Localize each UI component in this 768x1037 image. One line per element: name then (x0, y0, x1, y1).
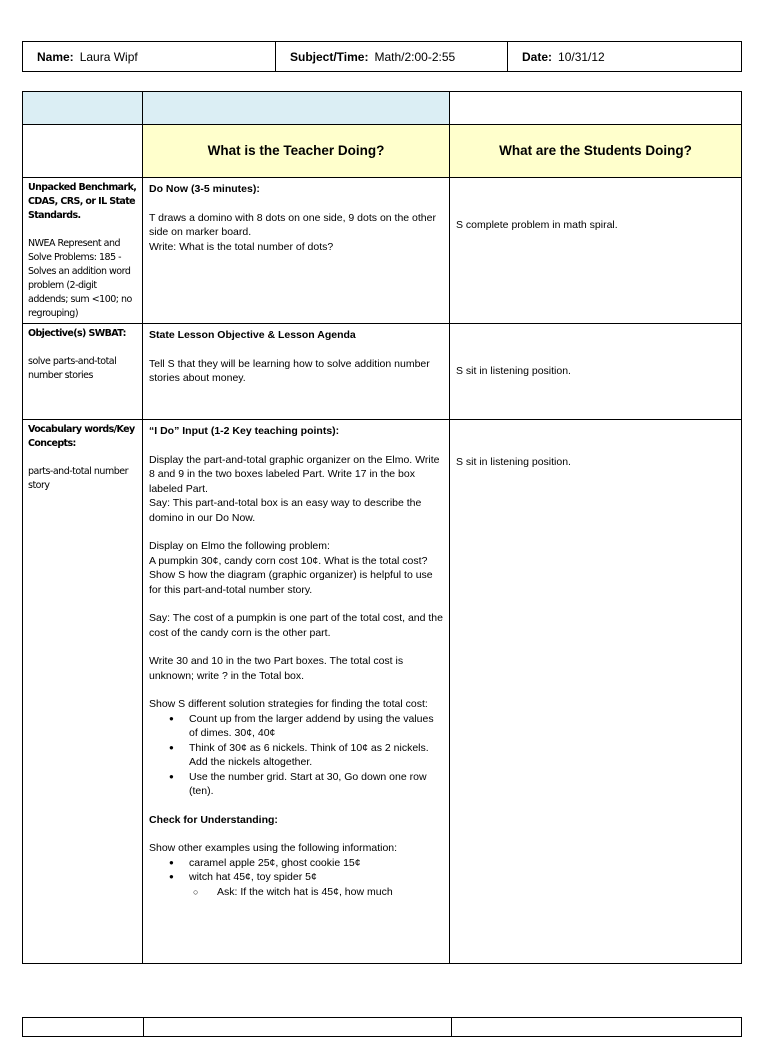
i-do-paragraph: Say: The cost of a pumpkin is one part of the total cost, and the cost of the candy corn is the other part. (149, 612, 443, 639)
objective-text: Tell S that they will be learning how to solve addition number stories about money. (149, 357, 430, 384)
list-item: ● Use the number grid. Start at 30, Go down one row (ten). (175, 770, 443, 799)
next-page-table-top (22, 1017, 742, 1037)
do-now-question: Write: What is the total number of dots? (149, 240, 334, 253)
standards-cell (23, 178, 143, 323)
i-do-title: “I Do” Input (1-2 Key teaching points): (149, 425, 340, 437)
i-do-paragraph: Say: This part-and-total box is an easy way to describe the domino in our Do Now. (149, 497, 422, 524)
blank-cell (143, 92, 450, 124)
column-header-row (23, 124, 741, 177)
do-now-title: Do Now (3-5 minutes): (149, 183, 260, 195)
objective-students-text: S sit in listening position. (456, 365, 571, 377)
objective-body: solve parts-and-total number stories (28, 356, 117, 381)
subject-value: Math/2:00-2:55 (374, 49, 456, 64)
vocabulary-body: parts-and-total number story (28, 466, 128, 491)
do-now-teacher-cell (143, 178, 450, 323)
blank-cell (23, 125, 143, 177)
blank-cell (144, 1018, 452, 1036)
name-value: Laura Wipf (79, 49, 138, 64)
do-now-students-cell (450, 178, 741, 323)
vocabulary-cell (23, 420, 143, 963)
header-table (22, 41, 742, 72)
lesson-plan-table (22, 91, 742, 964)
strategy-list (149, 712, 443, 799)
check-title: Check for Understanding: (149, 813, 278, 826)
date-value: 10/31/12 (558, 49, 605, 64)
date-label: Date: (522, 49, 553, 64)
i-do-students-cell (450, 420, 741, 963)
standards-body: NWEA Represent and Solve Problems: 185 - Solves an addition word problem (2-digit addends; sum <100; no regrouping) (28, 238, 132, 319)
blank-cell (23, 92, 143, 124)
sub-list (149, 885, 443, 900)
list-item: ○ Ask: If the witch hat is 45¢, how much (203, 885, 443, 900)
subject-label: Subject/Time: (290, 49, 369, 64)
list-item: ● Count up from the larger addend by using the values of dimes. 30¢, 40¢ (175, 712, 443, 741)
do-now-students-text: S complete problem in math spiral. (456, 219, 618, 231)
i-do-students-text: S sit in listening position. (456, 456, 571, 468)
blank-cell (450, 92, 741, 124)
do-now-row (23, 177, 741, 323)
standards-title: Unpacked Benchmark, CDAS, CRS, or IL State Standards. (28, 182, 137, 221)
objective-students-cell (450, 324, 741, 419)
list-item: ● caramel apple 25¢, ghost cookie 15¢ (175, 856, 443, 871)
name-label: Name: (37, 49, 74, 64)
i-do-teacher-cell (143, 420, 450, 963)
i-do-paragraph: Write 30 and 10 in the two Part boxes. The total cost is unknown; write ? in the Total box. (149, 655, 404, 682)
objective-title: Objective(s) SWBAT: (28, 328, 126, 339)
blank-header-row (23, 92, 741, 124)
list-item: ● witch hat 45¢, toy spider 5¢ (175, 870, 443, 885)
objective-cell (23, 324, 143, 419)
i-do-paragraph: Display the part-and-total graphic organizer on the Elmo. Write 8 and 9 in the two boxes labeled Part. Write 17 in the box labeled Part. (149, 453, 440, 495)
do-now-text: T draws a domino with 8 dots on one side, 9 dots on the other side on marker board. (149, 211, 436, 238)
date-cell (508, 42, 741, 71)
objective-row (23, 323, 741, 419)
teacher-column-header: What is the Teacher Doing? (143, 125, 450, 177)
i-do-row (23, 419, 741, 963)
blank-cell (23, 1018, 144, 1036)
students-column-header: What are the Students Doing? (450, 125, 741, 177)
subject-cell (276, 42, 508, 71)
examples-list (149, 856, 443, 885)
i-do-paragraph: Show S different solution strategies for finding the total cost: (149, 698, 428, 710)
objective-teacher-cell (143, 324, 450, 419)
objective-section-title: State Lesson Objective & Lesson Agenda (149, 329, 356, 341)
i-do-paragraph: Display on Elmo the following problem: (149, 540, 330, 552)
i-do-paragraph: Show other examples using the following information: (149, 842, 398, 854)
list-item: ● Think of 30¢ as 6 nickels. Think of 10¢ as 2 nickels. Add the nickels altogether. (175, 741, 443, 770)
vocabulary-title: Vocabulary words/Key Concepts: (28, 424, 135, 449)
name-cell (23, 42, 276, 71)
i-do-paragraph: A pumpkin 30¢, candy corn cost 10¢. What is the total cost? Show S how the diagram (graphic organizer) is helpful to use for this part-and-total number story. (149, 554, 433, 596)
